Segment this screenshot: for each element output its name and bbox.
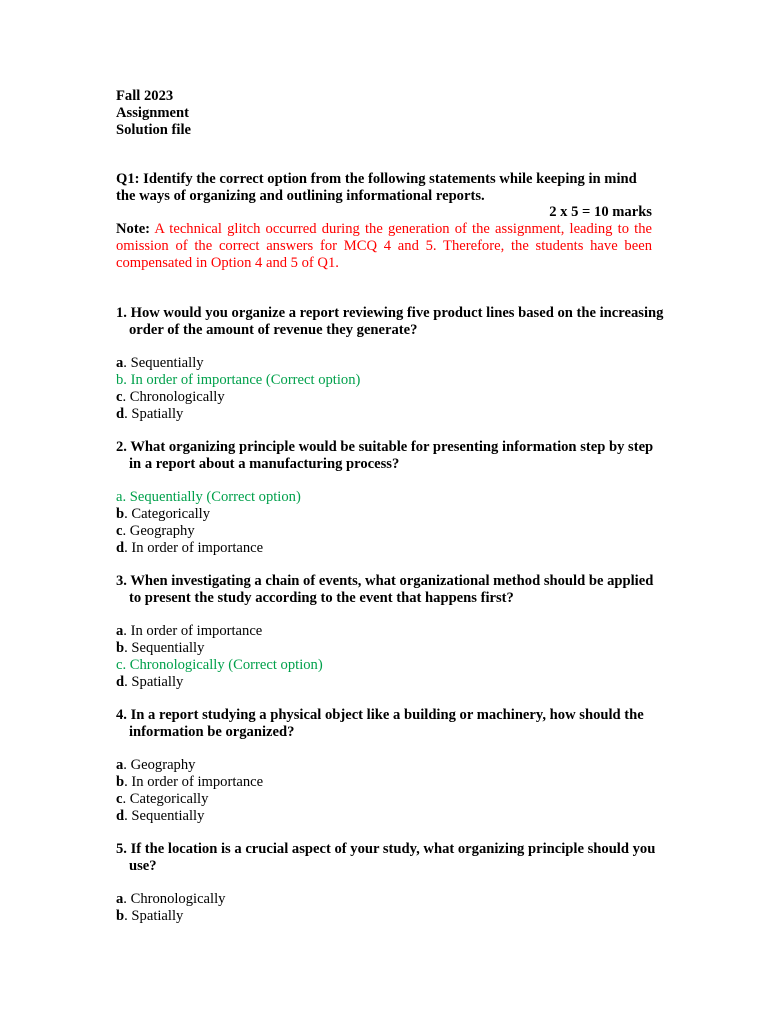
file-label: Solution file [116,121,192,138]
q2-option-b: b. Categorically [116,506,211,522]
note-text: A technical glitch occurred during the generation of the assignment, leading to the omission of the correct answers for MCQ 4 and 5. Therefore, the students have been compensated in Option 4 and 5 of Q1. [116,221,652,271]
q2-option-c: c. Geography [116,523,195,539]
question-5: 5. If the location is a crucial aspect of your study, what organizing principle should you use? [116,841,656,874]
marks-label: 2 x 5 = 10 marks [549,204,652,220]
question-4: 4. In a report studying a physical object like a building or machinery, how should the information be organized? [116,707,644,740]
q4-option-a: a. Geography [116,757,196,773]
q3-option-a: a. In order of importance [116,623,263,639]
q2-option-a-correct: a. Sequentially (Correct option) [116,489,301,505]
term-label: Fall 2023 [116,88,174,104]
q5-option-a: a. Chronologically [116,891,226,907]
question-2: 2. What organizing principle would be suitable for presenting information step by step in a report about a manufacturing process? [116,439,654,472]
q1-option-b-correct: b. In order of importance (Correct option) [116,372,361,388]
q3-option-d: d. Spatially [116,674,184,690]
q1-option-c: c. Chronologically [116,389,225,405]
document-header [116,88,652,138]
q1-option-a: a. Sequentially [116,355,204,371]
q4-option-b: b. In order of importance [116,774,264,790]
note-label: Note: [116,221,151,237]
q4-option-c: c. Categorically [116,791,209,807]
q4-option-d: d. Sequentially [116,808,205,824]
q1-option-d: d. Spatially [116,406,184,422]
question-1: 1. How would you organize a report reviewing five product lines based on the increasing order of the amount of revenue they generate? [116,305,664,338]
doc-type-label: Assignment [116,104,189,121]
q2-option-d: d. In order of importance [116,540,264,556]
question-3: 3. When investigating a chain of events, what organizational method should be applied to present the study according to the event that happens first? [116,573,654,606]
q3-option-b: b. Sequentially [116,640,205,656]
q1-prompt: Q1: Identify the correct option from the following statements while keeping in mind the ways of organizing and outlining informational reports. [116,171,637,204]
q3-option-c-correct: c. Chronologically (Correct option) [116,657,323,673]
q5-option-b: b. Spatially [116,908,184,924]
note-paragraph [116,221,652,271]
